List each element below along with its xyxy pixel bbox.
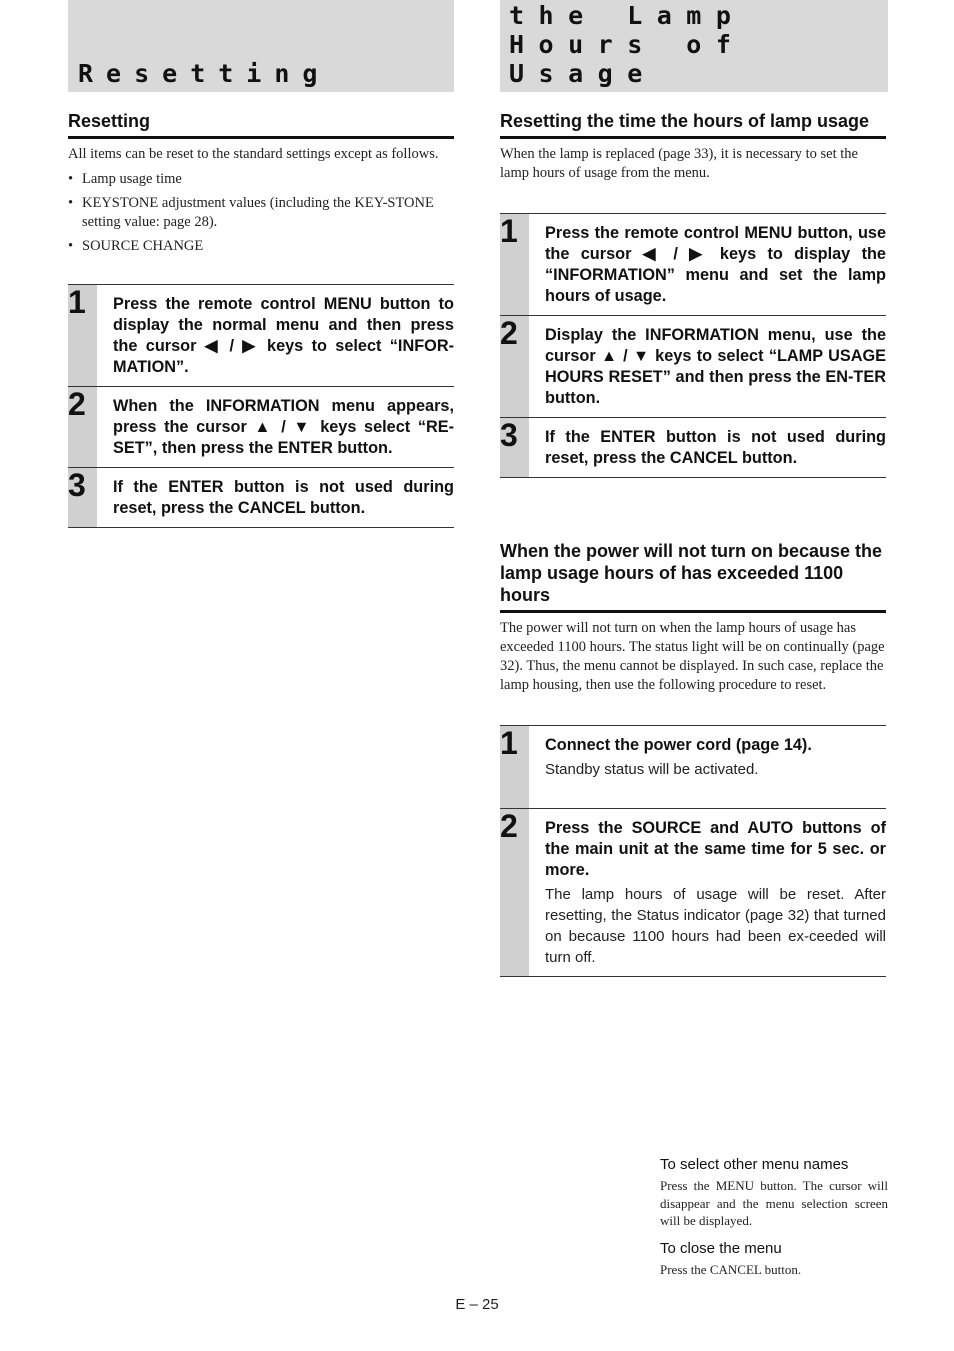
list-item: • Lamp usage time bbox=[68, 170, 454, 189]
step-text: Press the remote control MENU button, use the cursor ◀ / ▶ keys to display the “INFORMATION” menu and set the lamp hours of usage. bbox=[545, 224, 886, 305]
subheading: Resetting bbox=[68, 110, 454, 139]
step-list bbox=[500, 725, 886, 977]
step bbox=[68, 468, 454, 528]
step-number: 1 bbox=[500, 214, 529, 315]
step-note: Standby status will be activated. bbox=[545, 761, 759, 778]
intro-text: When the lamp is replaced (page 33), it is necessary to set the lamp hours of usage from the menu. bbox=[500, 146, 858, 181]
subheading: Resetting the time the hours of lamp usage bbox=[500, 110, 886, 139]
section-title: the Lamp Hours of Usage bbox=[509, 1, 746, 88]
step bbox=[500, 316, 886, 418]
step bbox=[500, 809, 886, 977]
subheading: When the power will not turn on because the lamp usage hours of has exceeded 1100 hours bbox=[500, 540, 886, 613]
list-item: • SOURCE CHANGE bbox=[68, 237, 454, 256]
step-text: If the ENTER button is not used during reset, press the CANCEL button. bbox=[113, 478, 454, 517]
step-number: 3 bbox=[68, 468, 97, 527]
step bbox=[500, 726, 886, 809]
step-text: Display the INFORMATION menu, use the cursor ▲ / ▼ keys to select “LAMP USAGE HOURS RESET” and then press the EN-TER button. bbox=[545, 326, 886, 407]
side-note-text: Press the CANCEL button. bbox=[660, 1261, 802, 1277]
side-note-text: Press the MENU button. The cursor will disappear and the menu selection screen will be displayed. bbox=[660, 1178, 888, 1228]
step-text: Press the SOURCE and AUTO buttons of the main unit at the same time for 5 sec. or more. bbox=[545, 819, 886, 879]
step-list bbox=[500, 213, 886, 478]
right-column bbox=[500, 0, 886, 977]
section-title: Resetting bbox=[78, 59, 331, 88]
step-number: 1 bbox=[68, 285, 97, 386]
step-text: When the INFORMATION menu appears, press the cursor ▲ / ▼ keys select “RE-SET”, then press the ENTER button. bbox=[113, 397, 454, 457]
step-number: 3 bbox=[500, 418, 529, 477]
step bbox=[68, 285, 454, 387]
intro-text: All items can be reset to the standard settings except as follows. bbox=[68, 146, 439, 162]
step-number: 2 bbox=[500, 316, 529, 417]
side-note bbox=[660, 1156, 888, 1278]
step bbox=[500, 214, 886, 316]
side-note-heading: To close the menu bbox=[660, 1239, 782, 1257]
step-text: Press the remote control MENU button to display the normal menu and then press the cursor ◀ / ▶ keys to select “INFOR-MATION”. bbox=[113, 295, 454, 376]
section-title-box bbox=[500, 0, 888, 92]
step-number: 1 bbox=[500, 726, 529, 808]
step-list bbox=[68, 284, 454, 528]
step-text: Connect the power cord (page 14). bbox=[545, 736, 812, 754]
step-number: 2 bbox=[68, 387, 97, 467]
intro-text: The power will not turn on when the lamp hours of usage has exceeded 1100 hours. The status light will be on continually (page 32). Thus, the menu cannot be displayed. In such case, replace the lamp housing, then use the following procedure to reset. bbox=[500, 620, 885, 693]
exception-list bbox=[68, 170, 454, 256]
left-column bbox=[68, 0, 454, 528]
step-text: If the ENTER button is not used during reset, press the CANCEL button. bbox=[545, 428, 886, 467]
side-note-heading: To select other menu names bbox=[660, 1156, 849, 1173]
step bbox=[68, 387, 454, 468]
step bbox=[500, 418, 886, 478]
section-title-box bbox=[68, 0, 454, 92]
step-number: 2 bbox=[500, 809, 529, 976]
list-item: • KEYSTONE adjustment values (including the KEY-STONE setting value: page 28). bbox=[68, 194, 454, 232]
page-number: E – 25 bbox=[455, 1296, 499, 1313]
step-note: The lamp hours of usage will be reset. After resetting, the Status indicator (page 32) that turned on because 1100 hours had been ex-ceeded will turn off. bbox=[545, 886, 886, 966]
